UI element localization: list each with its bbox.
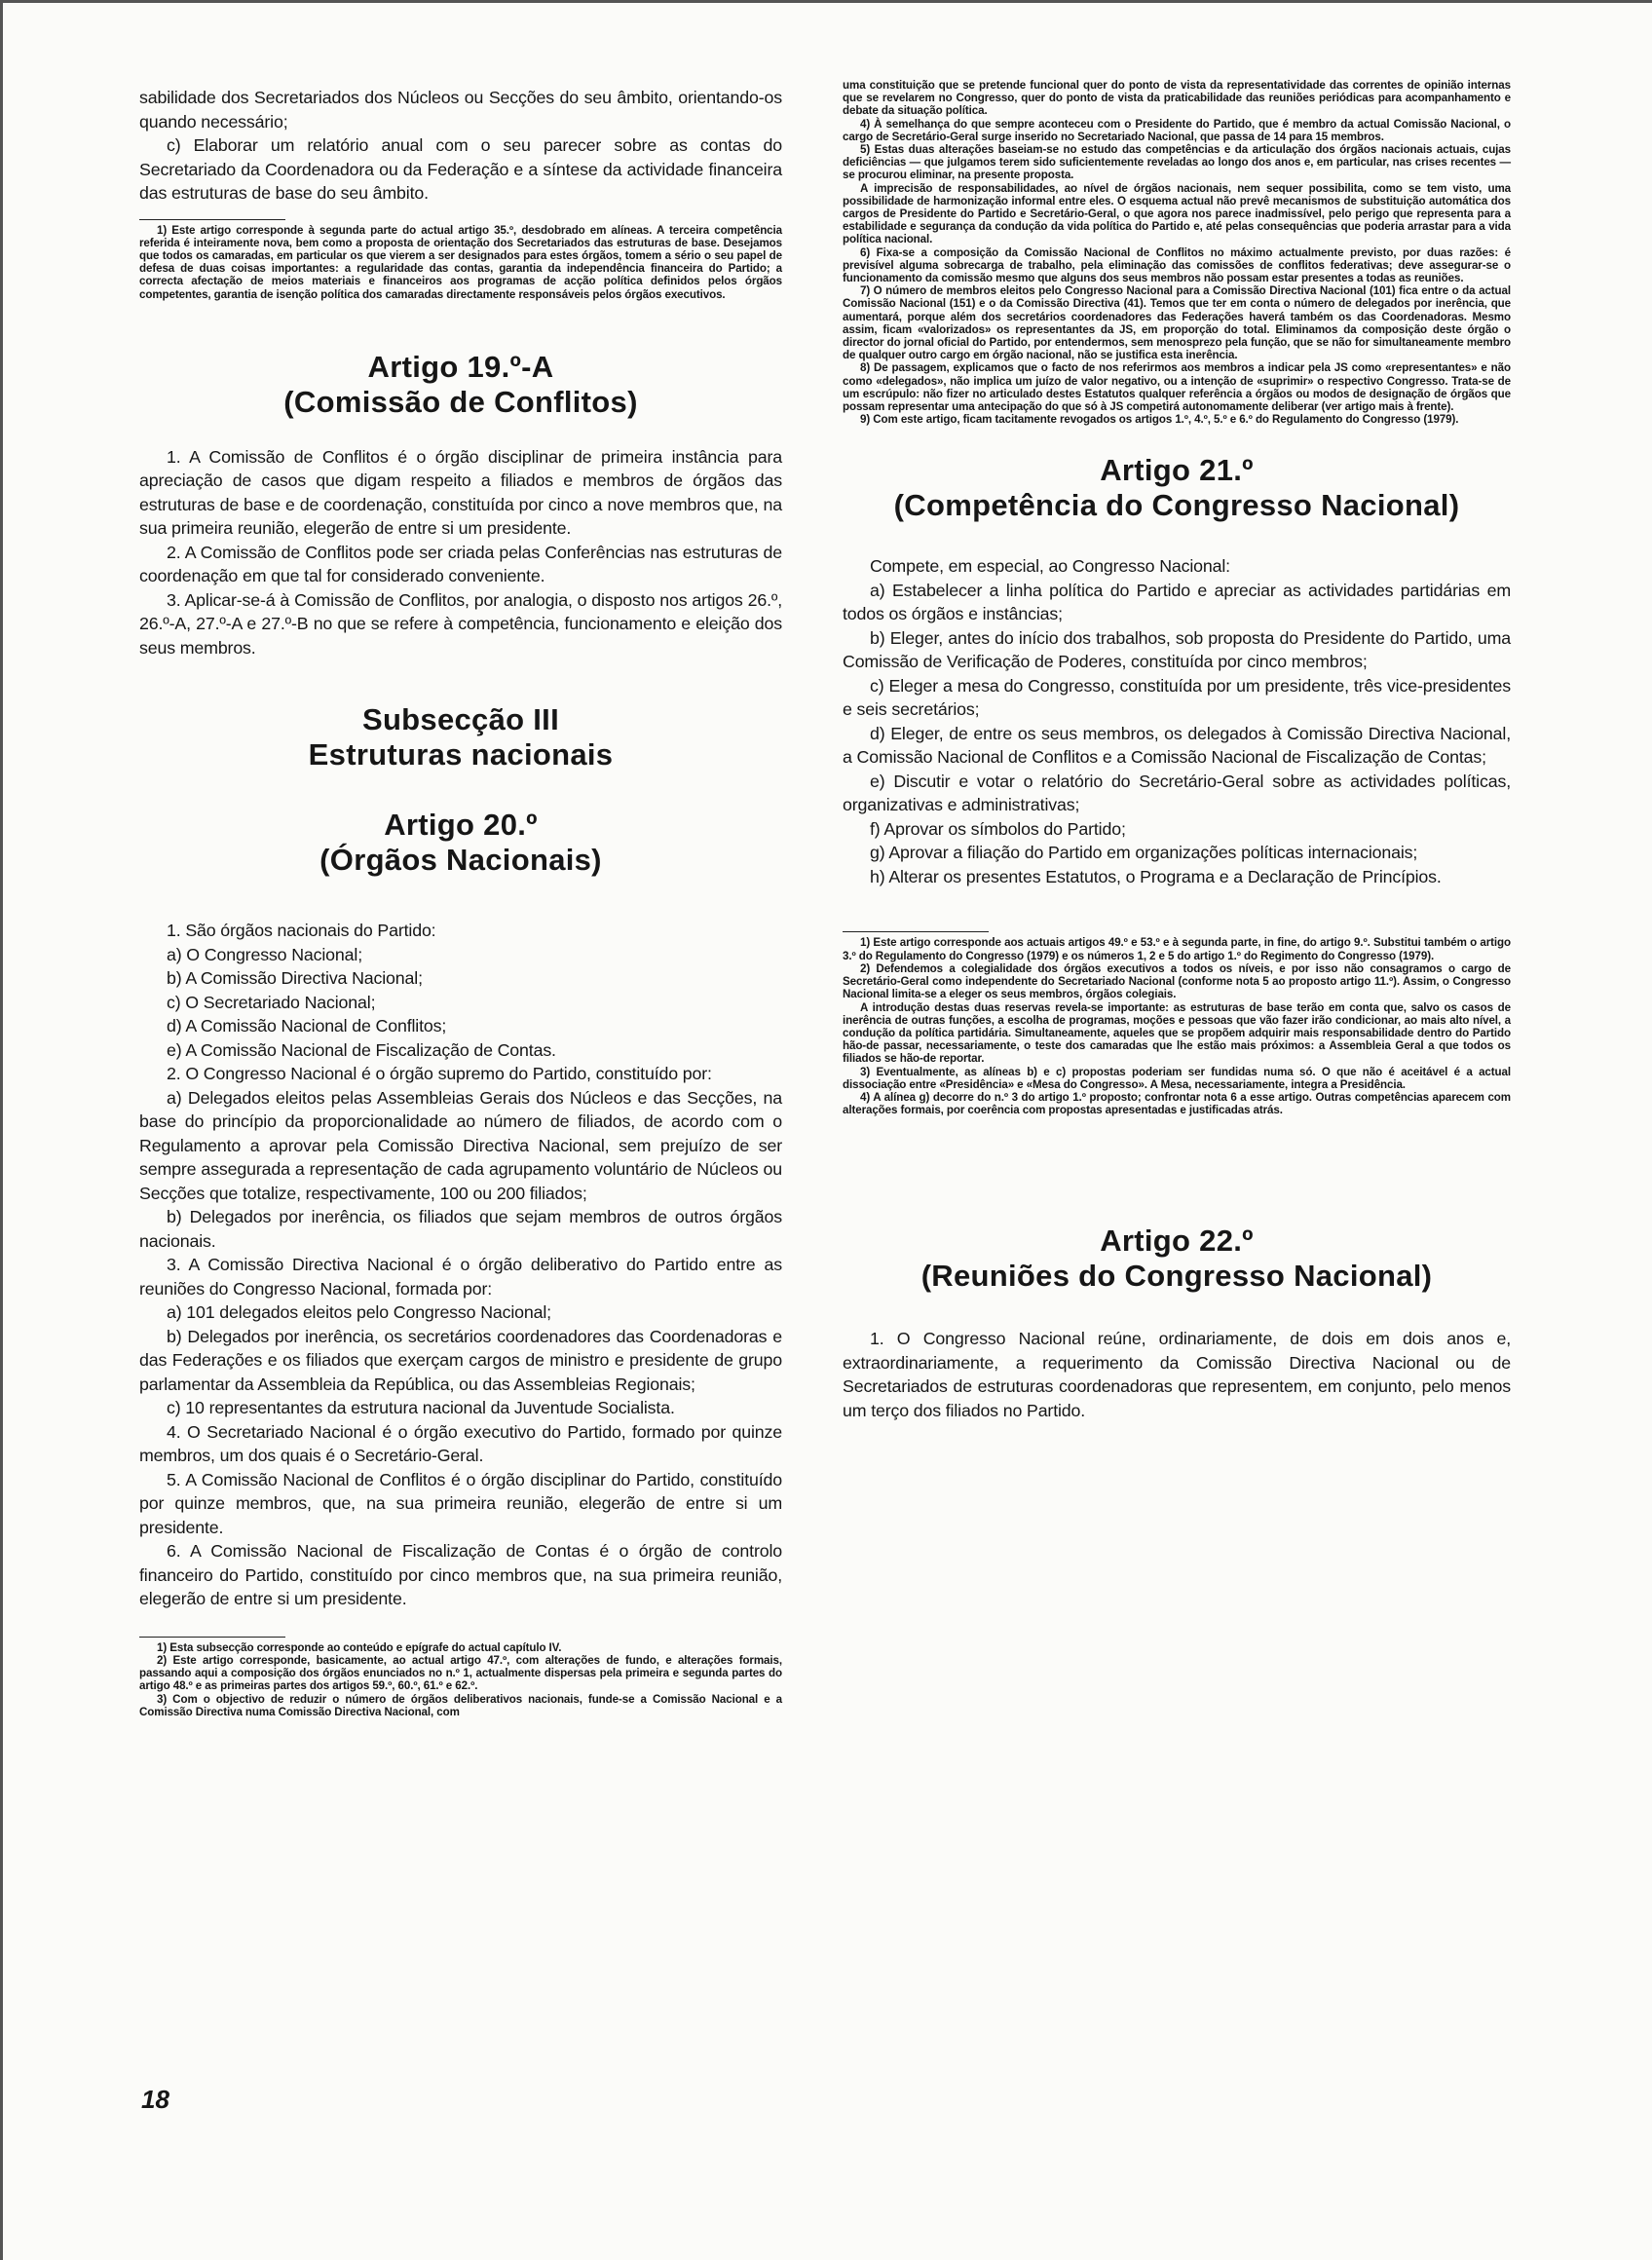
footnote-block xyxy=(139,224,782,301)
article-heading xyxy=(139,350,782,420)
article-title: Artigo 19.º-A xyxy=(367,349,554,384)
paragraph: 1. O Congresso Nacional reúne, ordinariamente, de dois em dois anos e, extraordinariamente, a requerimento da Comissão Directiva Nacional ou de Secretariados de estruturas coordenadoras que representem, em conjunto, pelo menos um terço dos filiados no Partido. xyxy=(843,1329,1511,1420)
footnote: 1) Esta subsecção corresponde ao conteúdo e epígrafe do actual capítulo IV. xyxy=(157,1640,562,1654)
left-column xyxy=(139,86,782,1718)
paragraph: a) Estabelecer a linha política do Partido e apreciar as actividades partidárias em todos os órgãos e instâncias; xyxy=(843,580,1511,624)
article-body xyxy=(139,1062,782,1611)
footnote: 9) Com este artigo, ficam tacitamente revogados os artigos 1.º, 4.º, 5.º e 6.º do Regulamento do Congresso (1979). xyxy=(860,413,1459,427)
subsection-title: Subsecção III xyxy=(361,702,560,737)
paragraph: a) Delegados eleitos pelas Assembleias Gerais dos Núcleos e das Secções, na base do princípio da proporcionalidade ao número de filiados, de acordo com o Regulamento a aprovar pela Comissão Directiva Nacional, sem prejuízo de ser sempre assegurada a representação de cada agrupamento voluntário de Núcleos ou Secções que totalize, respectivamente, 100 ou 200 filiados; xyxy=(139,1087,782,1203)
footnote: uma constituição que se pretende funcional quer do ponto de vista da representatividade das correntes de opinião internas que se revelarem no Congresso, quer do ponto de vista da praticabilidade das reuniões periódicas para acompanhamento e debate da situação política. xyxy=(843,79,1511,118)
left-intro xyxy=(139,86,782,206)
article-subtitle: (Órgãos Nacionais) xyxy=(319,843,602,878)
page-number: 18 xyxy=(141,2085,169,2114)
paragraph: h) Alterar os presentes Estatutos, o Programa e a Declaração de Princípios. xyxy=(870,866,1442,886)
paragraph: a) 101 delegados eleitos pelo Congresso Nacional; xyxy=(167,1302,551,1323)
list-item: d) A Comissão Nacional de Conflitos; xyxy=(167,1016,447,1036)
footnote: 7) O número de membros eleitos pelo Congresso Nacional para a Comissão Directiva Nacional (101) fica entre o da actual Comissão Nacional (151) e o da Comissão Directiva (41). Temos que ter em conta o número de delegados por inerência, que aumentará, porque além dos secretários coordenadores das Federações haverá também os das Coordenadoras. Mesmo assim, ficam «valorizados» os representantes da JS, em proporção do total. Eliminamos da composição deste órgão o director do jornal oficial do Partido, por entendermos, sem menosprezo pela função, que se não for simultaneamente membro de qualquer outro cargo em órgão nacional, não se justifica esta inerência. xyxy=(843,284,1511,362)
paragraph: c) Eleger a mesa do Congresso, constituída por um presidente, três vice-presidentes e seis secretários; xyxy=(843,675,1511,720)
article-subtitle: (Reuniões do Congresso Nacional) xyxy=(920,1259,1433,1294)
footnote: A introdução destas duas reservas revela-se importante: as estruturas de base terão em conta que, salvo os casos de inerência de outras funções, a escolha de programas, moções e pessoas que vão fazer irão condicionar, ao mais alto nível, a condução da política partidária. Simultaneamente, aqueles que se propõem adquirir mais responsabilidade dentro do Partido hão-de passar, necessariamente, o teste dos camaradas que lhe estão mais próximos: a Assembleia Geral a que todos os filiados se hão-de reportar. xyxy=(843,1000,1511,1066)
subsection-heading xyxy=(139,702,782,772)
article-subtitle: (Competência do Congresso Nacional) xyxy=(893,488,1460,523)
paragraph: 6. A Comissão Nacional de Fiscalização de Contas é o órgão de controlo financeiro do Partido, constituído por cinco membros que, na sua primeira reunião, elegerão de entre si um presidente. xyxy=(139,1541,782,1609)
footnote-rule xyxy=(843,931,989,932)
list-item: e) A Comissão Nacional de Fiscalização de Contas. xyxy=(167,1039,556,1060)
footnote: 8) De passagem, explicamos que o facto de nos referirmos aos membros a indicar pela JS como «representantes» e não como «delegados», não implica um juízo de valor negativo, ou a intenção de «suprimir» o respectivo Congresso. Trata-se de um escrúpulo: não fizer no articulado destes Estatutos qualquer referência a órgãos ou modos de designação de órgãos que possam representar uma antecipação do que só à JS competirá autonomamente deliberar (ver artigo mais à frente). xyxy=(843,361,1511,414)
footnote: 4) A alínea g) decorre do n.º 3 do artigo 1.º proposto; confrontar nota 6 a esse artigo. Outras competências aparecem com alterações formais, por coerência com propostas apresentadas e justificadas atrás. xyxy=(843,1090,1511,1117)
article-heading xyxy=(139,808,782,878)
paragraph: g) Aprovar a filiação do Partido em organizações políticas internacionais; xyxy=(870,843,1418,863)
footnote: 5) Estas duas alterações baseiam-se no estudo das competências e da articulação dos órgãos nacionais actuais, cujas deficiências — que julgamos terem sido suficientemente reveladas ao longo dos anos e, em particular, nas crises recentes — se procurou eliminar, na presente proposta. xyxy=(843,143,1511,182)
article-title: Artigo 20.º xyxy=(384,808,538,843)
footnote: 3) Eventualmente, as alíneas b) e c) propostas poderiam ser fundidas numa só. O que não é aceitável é a actual dissociação entre «Presidência» e «Mesa do Congresso». A Mesa, necessariamente, integra a Presidência. xyxy=(843,1065,1511,1091)
paragraph: 1. A Comissão de Conflitos é o órgão disciplinar de primeira instância para apreciação de casos que digam respeito a filiados e membros de órgãos das estruturas de base e de coordenação, constituída por cinco a nove membros que, na sua primeira reunião, elegerão de entre si um presidente. xyxy=(139,446,782,539)
paragraph: b) Delegados por inerência, os filiados que sejam membros de outros órgãos nacionais. xyxy=(139,1207,782,1251)
footnote: 2) Este artigo corresponde, basicamente, ao actual artigo 47.º, com alterações de fundo, e alterações formais, passando aqui a composição dos órgãos enunciados no n.º 1, actualmente dispersas pela primeira e segunda partes do artigo 48.º e as primeiras partes dos artigos 59.º, 60.º, 61.º e 62.º. xyxy=(139,1653,782,1693)
footnote: 1) Este artigo corresponde aos actuais artigos 49.º e 53.º e à segunda parte, in fine, do artigo 9.º. Substitui também o artigo 3.º do Regulamento do Congresso (1979) e os números 1, 2 e 5 do artigo 1.º do Regimento do Congresso (1979). xyxy=(843,936,1511,962)
footnote: 3) Com o objectivo de reduzir o número de órgãos deliberativos nacionais, funde-se a Comissão Nacional e a Comissão Directiva numa Comissão Directiva Nacional, com xyxy=(139,1692,782,1718)
article-body xyxy=(843,554,1511,888)
paragraph: sabilidade dos Secretariados dos Núcleos ou Secções do seu âmbito, orientando-os quando necessário; xyxy=(139,88,782,132)
footnote: 1) Este artigo corresponde à segunda parte do actual artigo 35.º, desdobrado em alíneas. A terceira competência referida é inteiramente nova, bem como a proposta de orientação dos Secretariados das estruturas de base. Desejamos que todos os camaradas, em particular os que vierem a ser designados para estes órgãos, tomem a sério o seu papel de defesa de duas coisas importantes: a regularidade das contas, garantia da independência financeira do Partido; a correcta afectação de meios materiais e financeiros aos programas de acção política definidos pelos órgãos competentes, garantia de isenção política dos camaradas directamente responsáveis pelos órgãos executivos. xyxy=(139,223,782,301)
paragraph: 2. A Comissão de Conflitos pode ser criada pelas Conferências nas estruturas de coordenação em que tal for considerado conveniente. xyxy=(139,542,782,586)
paragraph: b) Eleger, antes do início dos trabalhos, sob proposta do Presidente do Partido, uma Comissão de Verificação de Poderes, constituída por cinco membros; xyxy=(843,627,1511,672)
article-heading xyxy=(843,453,1511,523)
paragraph: 3. A Comissão Directiva Nacional é o órgão deliberativo do Partido entre as reuniões do Congresso Nacional, formada por: xyxy=(139,1255,782,1299)
footnote-rule xyxy=(139,1637,285,1638)
paragraph: f) Aprovar os símbolos do Partido; xyxy=(870,818,1126,839)
paragraph: d) Eleger, de entre os seus membros, os delegados à Comissão Directiva Nacional, a Comissão Nacional de Conflitos e a Comissão Nacional de Fiscalização de Contas; xyxy=(843,723,1511,768)
article-body xyxy=(139,445,782,660)
paragraph: 5. A Comissão Nacional de Conflitos é o órgão disciplinar do Partido, constituído por quinze membros, que, na sua primeira reunião, elegerão de entre si um presidente. xyxy=(139,1469,782,1537)
article-title: Artigo 21.º xyxy=(1100,453,1254,488)
paragraph: c) 10 representantes da estrutura nacional da Juventude Socialista. xyxy=(167,1398,675,1418)
footnote: A imprecisão de responsabilidades, ao nível de órgãos nacionais, nem sequer possibilita, como se tem visto, uma possibilidade de harmonização informal entre eles. O esquema actual não prevê mecanismos de substituição automática dos cargos de Presidente do Partido e Secretário-Geral, o que agora nos parece inadmissível, pelo perigo que representa para a estabilidade e segurança da condução da vida política do Partido e, até pelas consequências que poderia arrastar para a vida política nacional. xyxy=(843,181,1511,246)
footnote-block xyxy=(843,936,1511,1116)
list-item: 1. São órgãos nacionais do Partido: xyxy=(167,921,436,941)
list-item: b) A Comissão Directiva Nacional; xyxy=(167,968,423,989)
paragraph: c) Elaborar um relatório anual com o seu parecer sobre as contas do Secretariado da Coordenadora ou da Federação e a síntese da actividade financeira das estruturas de base do seu âmbito. xyxy=(139,135,782,203)
right-column xyxy=(843,79,1511,1422)
list-item: c) O Secretariado Nacional; xyxy=(167,992,376,1012)
footnote-rule xyxy=(139,219,285,220)
paragraph: 4. O Secretariado Nacional é o órgão executivo do Partido, formado por quinze membros, um dos quais é o Secretário-Geral. xyxy=(139,1421,782,1466)
footnote-block xyxy=(843,79,1511,426)
article-title: Artigo 22.º xyxy=(1100,1224,1254,1259)
footnote: 2) Defendemos a colegialidade dos órgãos executivos a todos os níveis, e por isso não consagramos o cargo de Secretário-Geral como independente do Secretariado Nacional (conforme nota 5 ao proposto artigo 11.º). Assim, o Congresso Nacional limita-se a eleger os seus membros, órgãos colegiais. xyxy=(843,961,1511,1001)
paragraph: 2. O Congresso Nacional é o órgão supremo do Partido, constituído por: xyxy=(167,1064,712,1084)
paragraph: e) Discutir e votar o relatório do Secretário-Geral sobre as actividades políticas, organizativas e administrativas; xyxy=(843,771,1511,815)
footnote-block xyxy=(139,1641,782,1718)
article-heading xyxy=(843,1224,1511,1294)
subsection-subtitle: Estruturas nacionais xyxy=(308,737,614,772)
footnote: 6) Fixa-se a composição da Comissão Nacional de Conflitos no máximo actualmente previsto, por duas razões: é previsível alguma sobrecarga de trabalho, pela eliminação das comissões de conflitos federativas; deve assegurar-se o funcionamento da comissão mesmo que alguns dos seus membros não possam estar presentes a todas as reuniões. xyxy=(843,245,1511,285)
paragraph: 3. Aplicar-se-á à Comissão de Conflitos, por analogia, o disposto nos artigos 26.º, 26.º-A, 27.º-A e 27.º-B no que se refere à competência, funcionamento e eleição dos seus membros. xyxy=(139,589,782,658)
footnote: 4) À semelhança do que sempre aconteceu com o Presidente do Partido, que é membro da actual Comissão Nacional, o cargo de Secretário-Geral surge inserido no Secretariado Nacional, que passa de 14 para 15 membros. xyxy=(843,117,1511,143)
article-body xyxy=(843,1327,1511,1422)
article-list xyxy=(139,919,782,1062)
paragraph: Compete, em especial, ao Congresso Nacional: xyxy=(870,556,1230,577)
article-subtitle: (Comissão de Conflitos) xyxy=(283,384,638,419)
list-item: a) O Congresso Nacional; xyxy=(167,944,362,964)
paragraph: b) Delegados por inerência, os secretários coordenadores das Coordenadoras e das Federações e os filiados que exerçam cargos de ministro e presidente de grupo parlamentar da Assembleia da República, ou das Assembleias Regionais; xyxy=(139,1326,782,1394)
